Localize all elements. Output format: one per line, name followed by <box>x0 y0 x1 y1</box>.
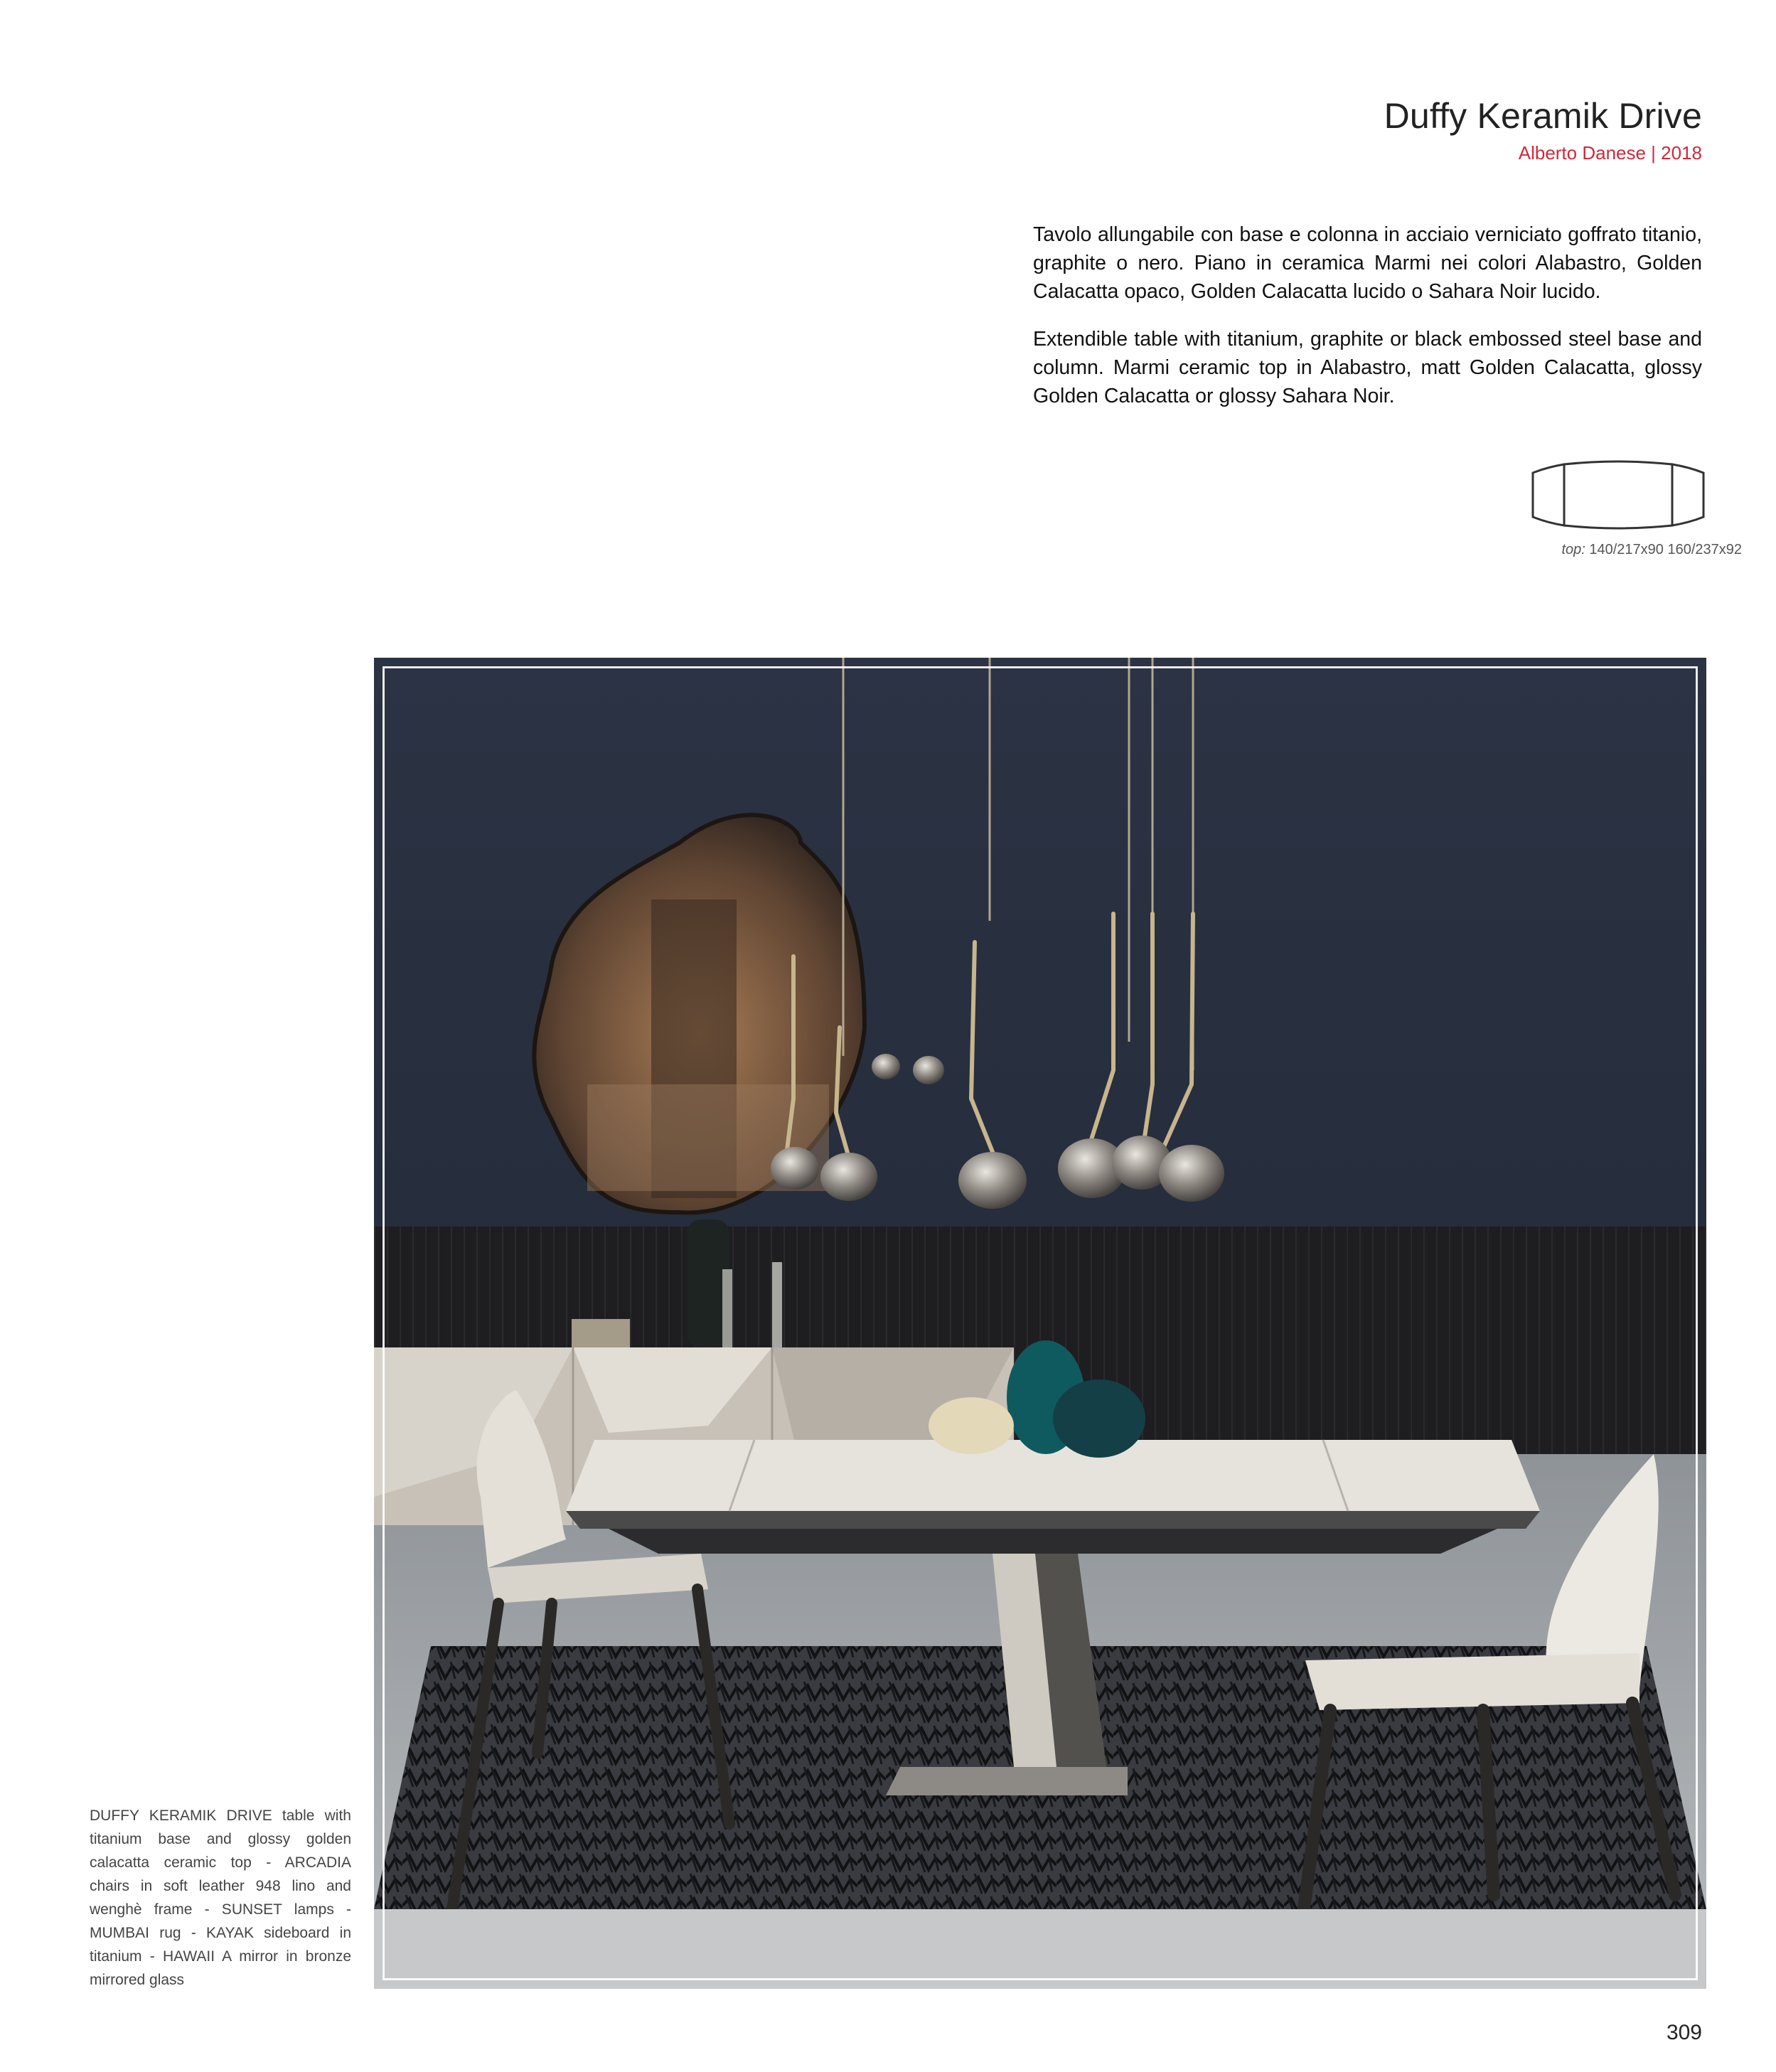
description-italian: Tavolo allungabile con base e colonna in acciaio verniciato goffrato titanio, graphite o nero. Piano in ceramica Marmi nei colori Alabastro, Golden Calacatta opaco, Golden Calacatta lucido o Sahara Noir lucido. <box>1033 223 1702 303</box>
extendible-top-icon <box>1529 460 1708 530</box>
description-english: Extendible table with titanium, graphite or black embossed steel base and column. Marmi ceramic top in Alabastro, matt Golden Calacatta, glossy Golden Calacatta or glossy Sahara Noir. <box>1033 328 1702 407</box>
page-number: 309 <box>1666 2021 1702 2044</box>
designer-year: Alberto Danese | 2018 <box>1518 142 1702 164</box>
dining-room-illustration <box>374 658 1706 1989</box>
photo-caption: DUFFY KERAMIK DRIVE table with titanium base and glossy golden calacatta ceramic top - ARCADIA chairs in soft leather 948 lino and wenghè frame - SUNSET lamps - MUMBAI rug - KAYAK sideboard in titanium - HAWAII A mirror in bronze mirrored glass <box>90 1807 351 1988</box>
product-title: Duffy Keramik Drive <box>1384 96 1702 136</box>
product-photo <box>374 658 1706 1989</box>
dimensions-label: top: <box>1561 542 1585 557</box>
dimensions-values: 140/217x90 160/237x92 <box>1589 542 1742 557</box>
top-dimensions <box>1561 542 1742 558</box>
